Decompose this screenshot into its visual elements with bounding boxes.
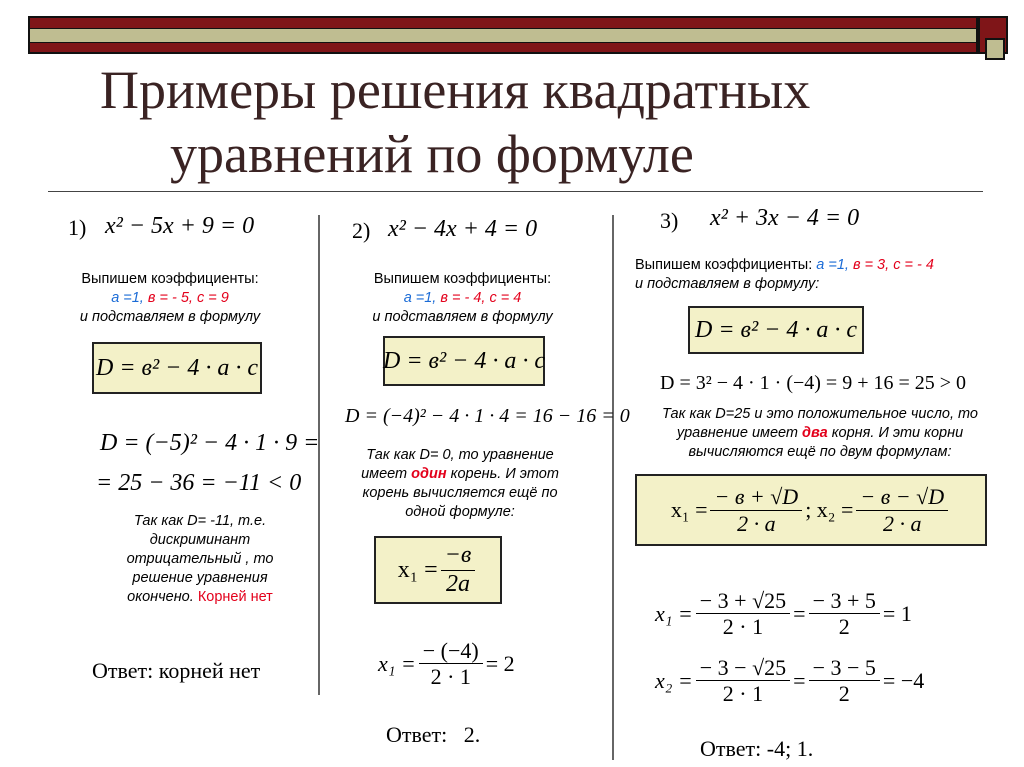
note-text-a: Так как D= 0, то уравнение имеет — [361, 447, 554, 482]
top-banner — [28, 16, 978, 54]
calc-numerator: − (−4) — [419, 638, 483, 664]
coef-a: а =1, — [403, 290, 437, 306]
coef-values — [330, 289, 595, 308]
example-1-note — [100, 512, 300, 607]
calc-fraction — [419, 638, 483, 690]
example-2-equation: x² − 4x + 4 = 0 — [388, 216, 538, 242]
calc-result: = 2 — [485, 650, 515, 676]
example-3-root-1 — [655, 588, 912, 640]
coef-c: с = 4 — [489, 290, 522, 306]
banner-strip — [30, 28, 976, 43]
example-1-number: 1) — [68, 215, 87, 240]
example-3-note — [630, 405, 1010, 462]
roots-sep: ; x₂ = — [805, 497, 854, 522]
root-lhs: x₁ = — [397, 556, 438, 583]
r1-lhs: x₁ = — [655, 600, 693, 626]
discriminant-formula: D = в² − 4 · а · с — [383, 347, 545, 374]
example-3-answer: Ответ: -4; 1. — [700, 736, 814, 761]
example-3-equation: x² + 3x − 4 = 0 — [710, 205, 860, 231]
r1-den-2: 2 — [838, 614, 850, 640]
roots-denominator-2: 2 · а — [882, 510, 922, 536]
coef-b: в = 3, — [852, 257, 890, 273]
title-line-2: уравнений по формуле — [170, 124, 694, 184]
title-divider — [48, 191, 983, 192]
column-divider-2 — [612, 215, 614, 760]
page-title — [100, 58, 960, 186]
roots-fraction-1 — [710, 484, 802, 536]
example-2-answer: Ответ: 2. — [386, 722, 481, 747]
example-3-coefficients — [635, 256, 1015, 294]
coef-a: а =1, — [816, 257, 849, 273]
coef-values — [40, 289, 300, 308]
calc-lhs: x₁ = — [378, 650, 416, 676]
note-text-b: корень. И этот корень вычисляется ещё по одной формуле: — [362, 466, 559, 520]
note-text: Так как D= -11, т.е. дискриминант отрицательный , то решение уравнения окончено. — [126, 513, 274, 605]
coef-b: в = - 5, — [147, 290, 193, 306]
note-red: Корней нет — [197, 589, 273, 605]
two-roots-formula-box — [635, 474, 987, 546]
r1-den-1: 2 · 1 — [722, 614, 764, 640]
r2-den-2: 2 — [838, 681, 850, 707]
r2-result: = −4 — [882, 667, 925, 693]
note-text-a: Так как D=25 и это положительное число, то уравнение имеет — [662, 406, 978, 441]
coef-subst: и подставляем в формулу: — [635, 276, 820, 292]
r2-eq: = — [793, 667, 806, 693]
example-3-calc: D = 3² − 4 · 1 · (−4) = 9 + 16 = 25 > 0 — [660, 372, 967, 394]
discriminant-formula: D = в² − 4 · а · с — [96, 354, 258, 381]
title-line-1: Примеры решения квадратных — [100, 60, 811, 120]
r1-result: = 1 — [882, 600, 912, 626]
coef-intro: Выпишем коэффициенты: — [635, 257, 813, 273]
banner-square-small — [985, 38, 1005, 60]
note-text-b: корня. И эти корни вычисляются ещё по двум формулам: — [688, 425, 964, 460]
r1-eq: = — [793, 600, 806, 626]
coef-subst: и подставляем в формулу — [372, 309, 553, 325]
discriminant-formula-box — [383, 336, 545, 386]
r2-num-1: − 3 − √25 — [696, 655, 790, 681]
note-red: один — [411, 466, 447, 482]
coef-c: с = 9 — [196, 290, 229, 306]
example-3-number: 3) — [660, 208, 679, 233]
root-fraction — [441, 542, 476, 598]
coef-intro: Выпишем коэффициенты: — [81, 271, 259, 287]
r2-fraction-1 — [696, 655, 790, 707]
coef-b: в = - 4, — [440, 290, 486, 306]
example-3-root-2 — [655, 655, 924, 707]
roots-x1: x₁ = — [670, 497, 708, 522]
r1-fraction-2 — [809, 588, 880, 640]
roots-fraction-2 — [856, 484, 948, 536]
example-1-calc-line-1: D = (−5)² − 4 · 1 · 9 = — [100, 430, 320, 456]
r2-lhs: x₂ = — [655, 667, 693, 693]
example-1-equation: x² − 5x + 9 = 0 — [105, 213, 255, 239]
coef-intro: Выпишем коэффициенты: — [373, 271, 552, 287]
example-1-coefficients — [40, 270, 300, 327]
coef-c: с = - 4 — [893, 257, 934, 273]
example-2-number: 2) — [352, 218, 371, 243]
example-1-answer: Ответ: корней нет — [92, 658, 261, 683]
r2-fraction-2 — [809, 655, 880, 707]
example-2-coefficients — [330, 270, 595, 327]
r2-num-2: − 3 − 5 — [809, 655, 880, 681]
note-red: два — [802, 425, 828, 441]
roots-denominator-1: 2 · а — [737, 510, 776, 536]
root-denominator: 2а — [445, 570, 470, 597]
example-2-note — [345, 446, 575, 522]
single-root-formula-box — [374, 536, 502, 604]
coef-line-1 — [635, 256, 1015, 275]
example-2-calc: D = (−4)² − 4 · 1 · 4 = 16 − 16 = 0 — [345, 405, 630, 427]
discriminant-formula-box — [688, 306, 864, 354]
r1-num-1: − 3 + √25 — [696, 588, 790, 614]
calc-denominator: 2 · 1 — [430, 664, 471, 690]
roots-numerator-2: − в − √D — [856, 484, 948, 510]
r1-fraction-1 — [696, 588, 790, 640]
example-1-calc-line-2: = 25 − 36 = −11 < 0 — [96, 470, 302, 496]
discriminant-formula-box — [92, 342, 262, 394]
root-numerator: −в — [441, 542, 476, 571]
coef-subst: и подставляем в формулу — [79, 309, 261, 325]
discriminant-formula: D = в² − 4 · а · с — [695, 316, 857, 343]
r2-den-1: 2 · 1 — [722, 681, 764, 707]
example-2-root-calc — [378, 638, 515, 690]
roots-numerator-1: − в + √D — [710, 484, 802, 510]
coef-a: а =1, — [111, 290, 144, 306]
r1-num-2: − 3 + 5 — [809, 588, 880, 614]
